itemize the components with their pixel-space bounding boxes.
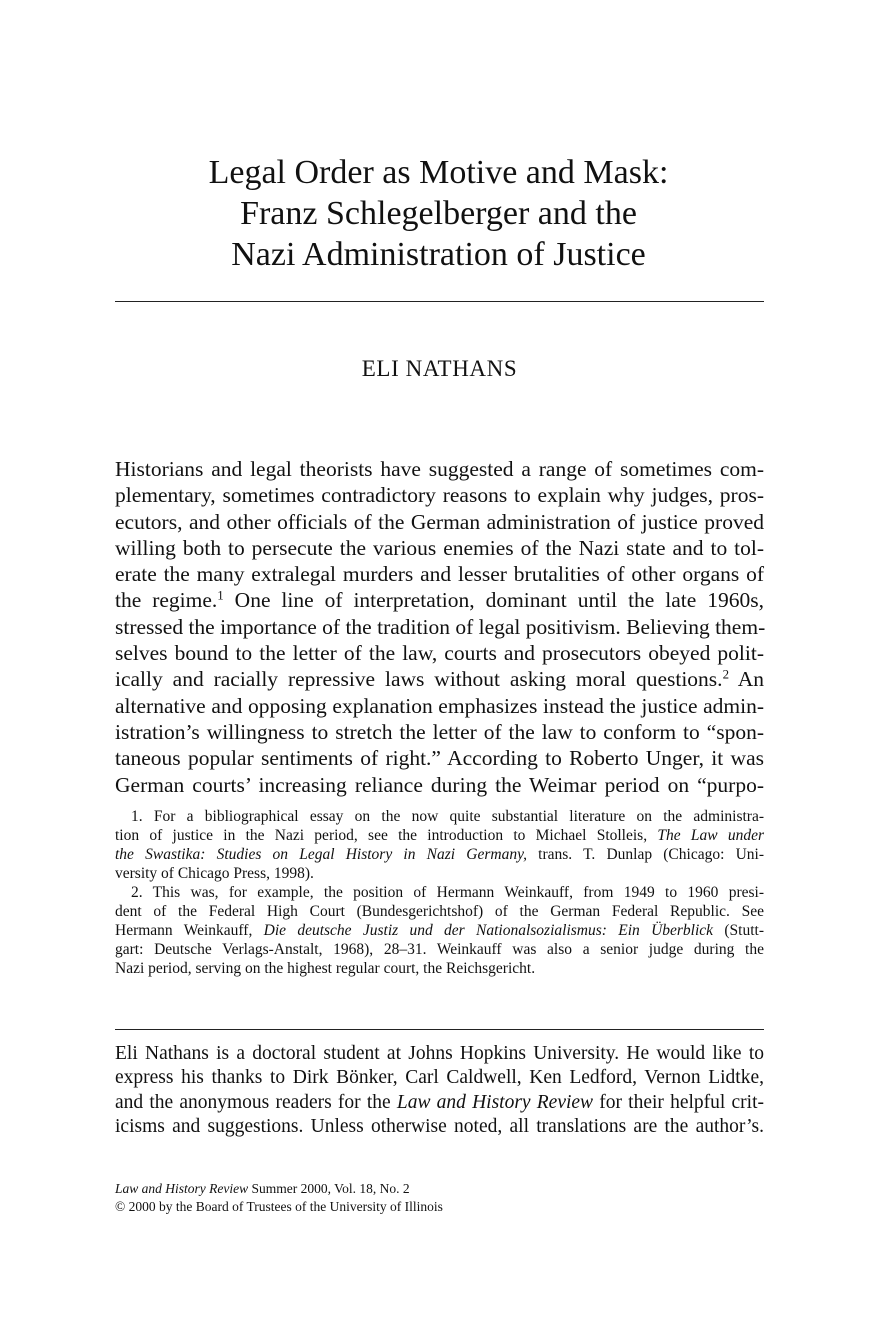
cited-title: Die deutsche Justiz und der Nationalsozialismus: Ein Überblick	[263, 922, 714, 939]
footnotes	[115, 807, 764, 978]
author-note-line: express his thanks to Dirk Bönker, Carl Caldwell, Ken Ledford, Vernon Lidtke,	[115, 1067, 764, 1089]
footnote-1-line: the Swastika: Studies on Legal History in Nazi Germany, trans. T. Dunlap (Chicago: Uni-	[115, 846, 764, 863]
author-note	[115, 1042, 764, 1139]
body-line: taneous popular sentiments of right.” According to Roberto Unger, it was	[115, 746, 764, 771]
body-line: ecutors, and other officials of the German administration of justice proved	[115, 509, 764, 534]
body-line: plementary, sometimes contradictory reasons to explain why judges, pros-	[115, 483, 764, 508]
body-paragraph	[115, 456, 764, 798]
journal-citation: Law and History Review Summer 2000, Vol. 18, No. 2	[115, 1181, 410, 1196]
footnote-2-line: dent of the Federal High Court (Bundesgerichtshof) of the German Federal Republic. See	[115, 903, 764, 920]
article-title	[115, 152, 762, 275]
footnote-1-line: versity of Chicago Press, 1998).	[115, 865, 314, 882]
journal-footer	[115, 1180, 443, 1216]
author-note-line: icisms and suggestions. Unless otherwise noted, all translations are the author’s.	[115, 1115, 764, 1137]
footnote-ref[interactable]: 2	[722, 667, 730, 682]
footnote-2-line: gart: Deutsche Verlags-Anstalt, 1968), 28–31. Weinkauff was also a senior judge during the	[115, 941, 764, 958]
footnote-2-line: 2. This was, for example, the position of Hermann Weinkauff, from 1949 to 1960 presi-	[131, 884, 764, 901]
body-line: alternative and opposing explanation emphasizes instead the justice admin-	[115, 693, 764, 718]
title-line: Franz Schlegelberger and the	[240, 195, 637, 232]
footnote-1-line: 1. For a bibliographical essay on the now quite substantial literature on the administra-	[131, 808, 764, 825]
body-line: erate the many extralegal murders and lesser brutalities of other organs of	[115, 562, 764, 587]
body-line: the regime.$^1$ One line of interpretation, dominant until the late 1960s,	[115, 588, 764, 613]
copyright-line: © 2000 by the Board of Trustees of the University of Illinois	[115, 1199, 443, 1214]
author-note-divider	[115, 1029, 764, 1030]
author-note-line: Eli Nathans is a doctoral student at Johns Hopkins University. He would like to	[115, 1043, 764, 1064]
footnote-2-line: Hermann Weinkauff, Die deutsche Justiz und der Nationalsozialismus: Ein Überblick (Stutt-	[115, 922, 764, 939]
body-line: willing both to persecute the various enemies of the Nazi state and to tol-	[115, 535, 764, 560]
body-line: Historians and legal theorists have suggested a range of sometimes com-	[115, 457, 764, 481]
footnote-ref[interactable]: 1	[217, 588, 224, 603]
author-name: ELI NATHANS	[361, 356, 518, 381]
cited-title: the Swastika: Studies on Legal History in Nazi Germany,	[115, 846, 527, 863]
body-line: istration’s willingness to stretch the letter of the law to conform to “spon-	[115, 719, 764, 744]
title-divider	[115, 301, 764, 302]
cited-title: The Law under	[657, 827, 764, 844]
body-line: selves bound to the letter of the law, courts and prosecutors obeyed polit-	[115, 641, 764, 666]
title-line: Legal Order as Motive and Mask:	[208, 154, 669, 191]
body-line: stressed the importance of the tradition of legal positivism. Believing them-	[115, 614, 766, 639]
body-line: ically and racially repressive laws without asking moral questions.$^2$ An	[115, 667, 765, 692]
body-line: German courts’ increasing reliance during the Weimar period on “purpo-	[115, 772, 764, 797]
journal-name: Law and History Review	[115, 1181, 249, 1196]
footnote-2-line: Nazi period, serving on the highest regular court, the Reichsgericht.	[115, 960, 536, 977]
title-line: Nazi Administration of Justice	[231, 236, 646, 273]
journal-title: Law and History Review	[396, 1091, 594, 1113]
author-note-line: and the anonymous readers for the Law and History Review for their helpful crit-	[115, 1091, 765, 1113]
footnote-1-line: tion of justice in the Nazi period, see the introduction to Michael Stolleis, The Law under	[115, 827, 764, 844]
